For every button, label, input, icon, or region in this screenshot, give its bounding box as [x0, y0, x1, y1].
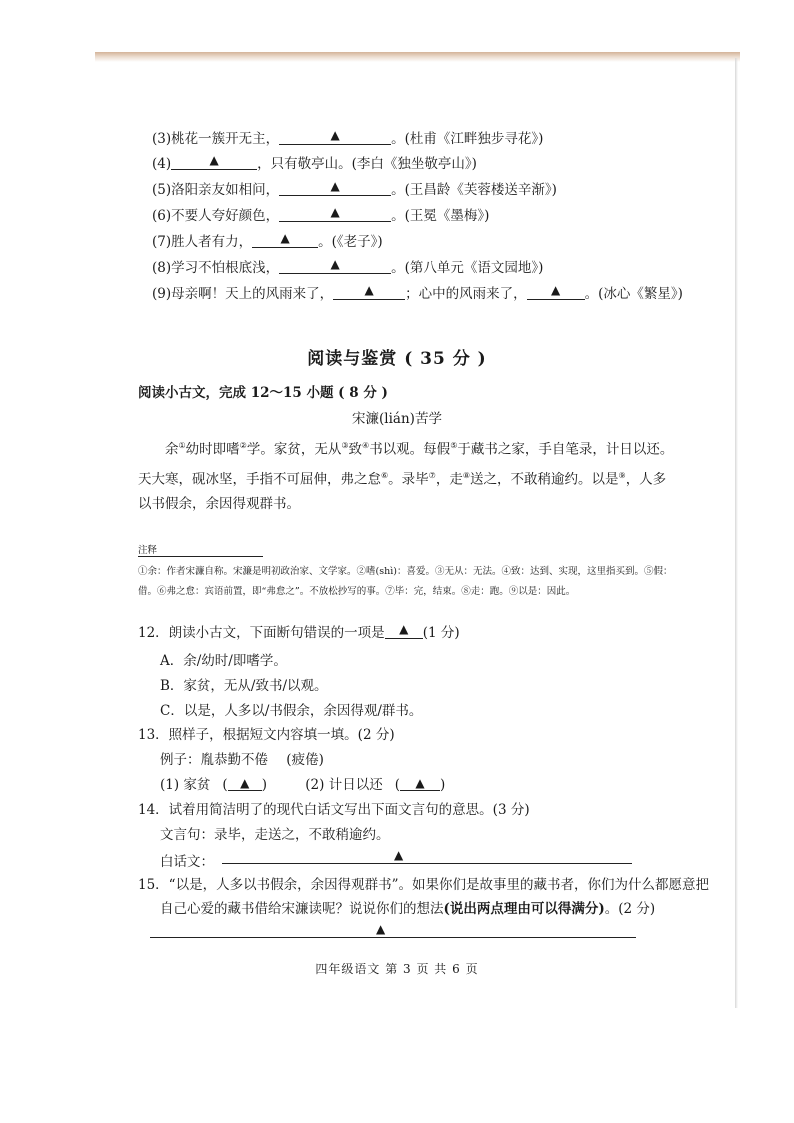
q13-example	[160, 751, 324, 769]
fill-item-source: ，只有敬亭山。(李白《独坐敬亭山》)	[257, 156, 477, 172]
answer-blank[interactable]	[252, 233, 318, 248]
fill-item-text: (4)	[152, 156, 172, 172]
reading-intro: 阅读小古文，完成 12～15 小题 ( 8 分 )	[138, 385, 388, 401]
q14-source: 文言句：录毕，走送之，不敢稍逾约。	[160, 827, 390, 843]
example-label: 例子：	[160, 752, 201, 768]
triangle-icon: ▲	[330, 205, 340, 219]
answer-blank[interactable]	[333, 285, 405, 300]
paper-top-edge	[95, 52, 740, 62]
fill-item-source: 。(王冕《墨梅》)	[391, 208, 490, 224]
triangle-icon: ▲	[394, 848, 404, 862]
q15-bold-note: (说出两点理由可以得满分)	[443, 901, 605, 917]
question-score: (1 分)	[422, 625, 460, 641]
answer-blank[interactable]	[527, 285, 585, 300]
answer-blank[interactable]	[279, 130, 391, 145]
question-12	[138, 624, 460, 642]
option-a[interactable]: A．余/幼时/即嗜学。	[160, 653, 287, 669]
fill-item-text: (5)洛阳亲友如相问，	[152, 182, 280, 198]
answer-blank[interactable]	[228, 776, 262, 791]
fill-item-3	[152, 130, 543, 148]
fill-item-9	[152, 285, 683, 303]
fill-item-text: (8)学习不怕根底浅，	[152, 260, 280, 276]
fill-item-text: (9)母亲啊！天上的风雨来了，	[152, 286, 334, 302]
answer-blank[interactable]	[279, 207, 391, 222]
fill-item-5	[152, 181, 557, 199]
question-stem: 12．朗读小古文，下面断句错误的一项是	[138, 625, 385, 641]
passage: 余①幼时即嗜②学。家贫，无从③致④书以观。每假⑤于藏书之家，手自笔录，计日以还。天大寒，砚冰坚，手指不可屈伸，弗之怠⑥。录毕⑦，走⑧送之，不敢稍逾约。以是⑨，人多以书假余，余因得观群书。	[138, 441, 674, 512]
fill-item-source: 。(第八单元《语文园地》)	[391, 260, 544, 276]
triangle-icon: ▲	[415, 776, 425, 790]
passage-title: 宋濂(lián)苦学	[352, 411, 442, 427]
answer-line[interactable]	[150, 936, 636, 938]
question-14: 14．试着用简洁明了的现代白话文写出下面文言句的意思。(3 分)	[138, 802, 530, 818]
fill-item-source: 。(《老子》)	[318, 234, 383, 250]
q15-score: 。(2 分)	[604, 901, 656, 917]
question-15-line2	[160, 900, 655, 918]
triangle-icon: ▲	[330, 257, 340, 271]
triangle-icon: ▲	[240, 776, 250, 790]
fill-item-8	[152, 259, 543, 277]
answer-blank[interactable]	[279, 259, 391, 274]
section-title: 阅读与鉴赏 ( 35 分 )	[307, 349, 487, 369]
note-divider	[138, 556, 263, 557]
triangle-icon: ▲	[280, 231, 290, 245]
triangle-icon: ▲	[364, 283, 374, 297]
fill-item-source: 。(杜甫《江畔独步寻花》)	[391, 131, 544, 147]
answer-blank[interactable]	[279, 181, 391, 196]
example-text: 胤恭勤不倦	[200, 752, 268, 768]
fill-item-text: ；心中的风雨来了，	[405, 286, 527, 302]
fill-item-text: (6)不要人夸好颜色，	[152, 208, 280, 224]
fill-item-text: (7)胜人者有力，	[152, 234, 253, 250]
answer-blank[interactable]	[385, 624, 423, 639]
q13-item-2: (2) 计日以还	[305, 777, 383, 793]
option-c[interactable]: C．以是，人多以/书假余，余因得观/群书。	[160, 703, 423, 719]
question-15-line1: 15．“以是，人多以书假余，余因得观群书”。如果你们是故事里的藏书者，你们为什么都愿意把	[138, 877, 709, 893]
triangle-icon: ▲	[330, 179, 340, 193]
fill-item-7	[152, 233, 383, 251]
question-13: 13．照样子，根据短文内容填一填。(2 分)	[138, 727, 395, 743]
note-text: ①余：作者宋濂自称。宋濂是明初政治家、文学家。②嗜(shì)：喜爱。③无从：无法。④致：达到、实现，这里指买到。⑤假：借。⑥弗之怠：宾语前置，即“弗怠之”。不放松抄写的事。⑦毕：完，结束。⑧走：跑。⑨以是：因此。	[138, 566, 673, 597]
fill-item-text: (3)桃花一簇开无主，	[152, 131, 280, 147]
triangle-icon: ▲	[330, 128, 340, 142]
page-footer: 四年级语文 第 3 页 共 6 页	[315, 962, 479, 976]
paper-right-edge	[735, 58, 738, 1008]
fill-item-source: 。(冰心《繁星》)	[584, 286, 683, 302]
q13-items: (1) 家贫 ( ▲ ) (2) 计日以还 ( ▲ )	[160, 776, 446, 793]
triangle-icon: ▲	[209, 153, 219, 167]
option-b[interactable]: B．家贫，无从/致书/以观。	[160, 678, 328, 694]
triangle-icon: ▲	[551, 283, 561, 297]
q15-text: 自己心爱的藏书借给宋濂读呢？说说你们的想法	[160, 901, 444, 917]
triangle-icon: ▲	[376, 922, 386, 936]
fill-item-6	[152, 207, 489, 225]
note-heading: 注释	[138, 545, 158, 556]
example-answer: (疲倦)	[286, 752, 324, 768]
answer-blank[interactable]	[400, 776, 440, 791]
fill-item-4	[152, 155, 477, 173]
q13-item-1: (1) 家贫	[160, 777, 211, 793]
answer-blank[interactable]	[171, 155, 257, 170]
triangle-icon: ▲	[399, 622, 409, 636]
answer-line[interactable]	[222, 862, 632, 864]
q14-answer-label: 白话文：	[160, 854, 214, 870]
fill-item-source: 。(王昌龄《芙蓉楼送辛渐》)	[391, 182, 557, 198]
